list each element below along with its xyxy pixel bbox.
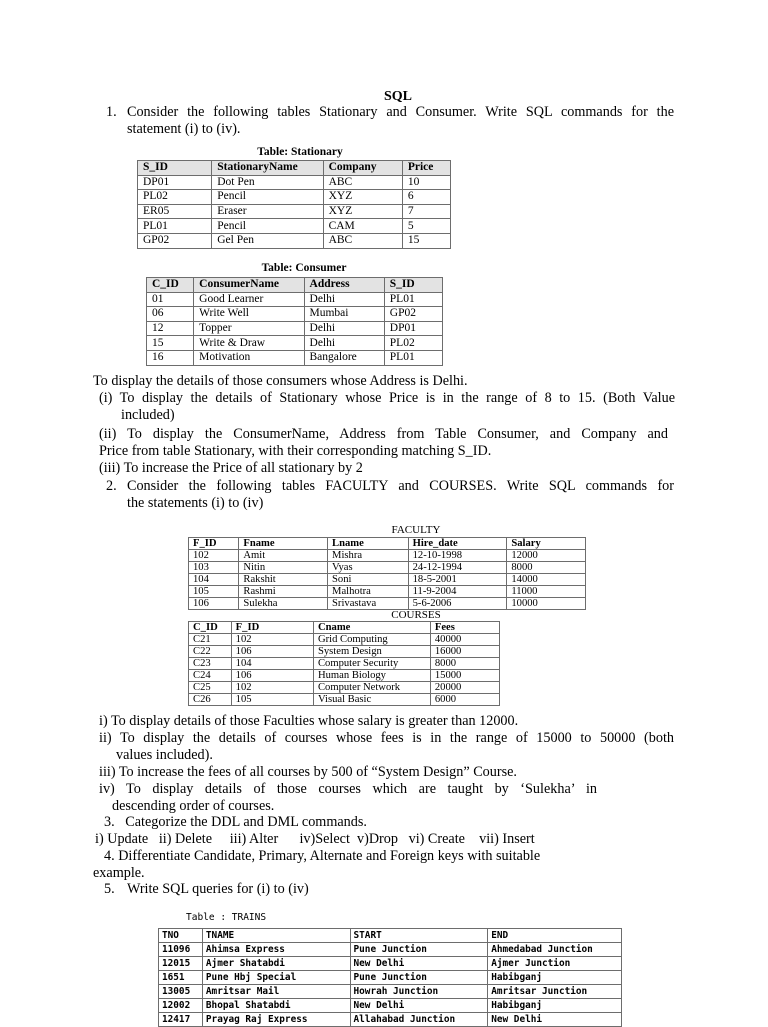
table-cell: 5: [402, 219, 450, 234]
q2-task-ii-line2: values included).: [116, 747, 213, 763]
table-cell: 104: [189, 574, 239, 586]
table-cell: C21: [189, 634, 232, 646]
table-cell: DP01: [384, 321, 442, 336]
table-cell: Bangalore: [304, 350, 384, 365]
table-cell: Nitin: [239, 562, 328, 574]
table-cell: PL01: [384, 292, 442, 307]
q1-task-i-line2: included): [121, 407, 175, 423]
table-cell: C24: [189, 670, 232, 682]
table-cell: C23: [189, 658, 232, 670]
q5-line: Write SQL queries for (i) to (iv): [127, 881, 309, 897]
table-cell: Rakshit: [239, 574, 328, 586]
table-cell: XYZ: [323, 190, 402, 205]
table-cell: 8000: [507, 562, 586, 574]
table-cell: Eraser: [212, 204, 323, 219]
q1-task-intro: To display the details of those consumers whose Address is Delhi.: [93, 373, 468, 389]
table-cell: Pencil: [212, 219, 323, 234]
q1-task-iii: (iii) To increase the Price of all stationary by 2: [99, 460, 363, 476]
q1-task-ii-line2: Price from table Stationary, with their corresponding matching S_ID.: [99, 443, 492, 459]
table-cell: Write & Draw: [194, 336, 304, 351]
q1-task-i-line1: (i) To display the details of Stationary whose Price is in the range of 8 to 15. (Both Value: [99, 390, 675, 406]
column-header: Address: [304, 278, 384, 293]
table-row: [189, 670, 500, 682]
table-cell: Ajmer Shatabdi: [202, 957, 350, 971]
column-header: C_ID: [189, 622, 232, 634]
table-row: [159, 999, 622, 1013]
table-cell: 104: [231, 658, 313, 670]
table-cell: 10000: [507, 598, 586, 610]
table-cell: 10: [402, 175, 450, 190]
table-cell: GP02: [138, 233, 212, 248]
table-row: [147, 321, 443, 336]
courses-table: [188, 621, 500, 706]
table-cell: Habibganj: [488, 999, 622, 1013]
column-header: Lname: [328, 538, 409, 550]
table-cell: 106: [189, 598, 239, 610]
table-cell: Habibganj: [488, 971, 622, 985]
table-cell: 18-5-2001: [408, 574, 507, 586]
table-row: [138, 219, 451, 234]
q3-options: i) Update ii) Delete iii) Alter iv)Select v)Drop vi) Create vii) Insert: [95, 831, 535, 847]
column-header: Hire_date: [408, 538, 507, 550]
table-row: [147, 307, 443, 322]
table-cell: PL02: [384, 336, 442, 351]
table-header-row: [159, 929, 622, 943]
table-cell: 13005: [159, 985, 203, 999]
table-cell: 106: [231, 670, 313, 682]
q1-task-ii-line1: (ii) To display the ConsumerName, Address from Table Consumer, and Company and: [99, 426, 668, 442]
table-cell: New Delhi: [350, 999, 488, 1013]
table-cell: 01: [147, 292, 194, 307]
q2-task-iv-line1: iv) To display details of those courses which are taught by ‘Sulekha’ in: [99, 781, 597, 797]
consumer-table: [146, 277, 443, 366]
column-header: Fname: [239, 538, 328, 550]
trains-caption: Table : TRAINS: [186, 912, 267, 923]
table-cell: 20000: [430, 682, 499, 694]
page-title: SQL: [384, 89, 413, 104]
q2-line1: Consider the following tables FACULTY and COURSES. Write SQL commands for: [127, 478, 674, 494]
column-header: Fees: [430, 622, 499, 634]
table-cell: ABC: [323, 175, 402, 190]
table-cell: 12-10-1998: [408, 550, 507, 562]
faculty-caption: FACULTY: [391, 524, 441, 536]
courses-caption: COURSES: [391, 609, 441, 621]
table-cell: PL01: [384, 350, 442, 365]
table-cell: Dot Pen: [212, 175, 323, 190]
column-header: C_ID: [147, 278, 194, 293]
table-header-row: [147, 278, 443, 293]
q2-line2: the statements (i) to (iv): [127, 495, 264, 511]
table-cell: 16000: [430, 646, 499, 658]
table-cell: 103: [189, 562, 239, 574]
q1-line1: Consider the following tables Stationary and Consumer. Write SQL commands for the: [127, 104, 674, 120]
column-header: TNO: [159, 929, 203, 943]
q1-number: 1.: [106, 104, 117, 120]
column-header: Company: [323, 161, 402, 176]
table-row: [147, 336, 443, 351]
table-cell: Delhi: [304, 321, 384, 336]
table-cell: Bhopal Shatabdi: [202, 999, 350, 1013]
table-cell: Gel Pen: [212, 233, 323, 248]
column-header: S_ID: [138, 161, 212, 176]
table-cell: Amit: [239, 550, 328, 562]
table-header-row: [189, 622, 500, 634]
table-cell: 6: [402, 190, 450, 205]
table-row: [189, 550, 586, 562]
column-header: S_ID: [384, 278, 442, 293]
table-cell: ER05: [138, 204, 212, 219]
table-cell: Allahabad Junction: [350, 1013, 488, 1027]
table-cell: GP02: [384, 307, 442, 322]
table-cell: 6000: [430, 694, 499, 706]
table-cell: Pune Junction: [350, 971, 488, 985]
stationary-table: [137, 160, 451, 249]
table-cell: 8000: [430, 658, 499, 670]
table-cell: 12417: [159, 1013, 203, 1027]
table-row: [138, 233, 451, 248]
table-cell: PL01: [138, 219, 212, 234]
q4-line1: 4. Differentiate Candidate, Primary, Alternate and Foreign keys with suitable: [104, 848, 541, 864]
table-cell: 1651: [159, 971, 203, 985]
table-row: [159, 957, 622, 971]
table-cell: Computer Network: [313, 682, 430, 694]
table-row: [189, 562, 586, 574]
table-row: [159, 1013, 622, 1027]
table-cell: 106: [231, 646, 313, 658]
table-cell: CAM: [323, 219, 402, 234]
table-cell: Vyas: [328, 562, 409, 574]
table-row: [189, 694, 500, 706]
table-cell: 105: [189, 586, 239, 598]
table-row: [147, 350, 443, 365]
column-header: F_ID: [189, 538, 239, 550]
table-cell: Motivation: [194, 350, 304, 365]
table-cell: New Delhi: [488, 1013, 622, 1027]
q5-number: 5.: [104, 881, 115, 897]
table-row: [159, 985, 622, 999]
q2-task-ii-line1: ii) To display the details of courses whose fees is in the range of 15000 to 50000 (both: [99, 730, 674, 746]
table-row: [159, 943, 622, 957]
column-header: END: [488, 929, 622, 943]
table-cell: Amritsar Mail: [202, 985, 350, 999]
table-cell: 14000: [507, 574, 586, 586]
table-cell: 15: [402, 233, 450, 248]
table-cell: DP01: [138, 175, 212, 190]
table-cell: C25: [189, 682, 232, 694]
table-cell: 12: [147, 321, 194, 336]
table-cell: 06: [147, 307, 194, 322]
table-cell: Pune Hbj Special: [202, 971, 350, 985]
table-cell: Grid Computing: [313, 634, 430, 646]
column-header: Cname: [313, 622, 430, 634]
table-row: [189, 598, 586, 610]
table-row: [189, 646, 500, 658]
table-row: [147, 292, 443, 307]
table-cell: Howrah Junction: [350, 985, 488, 999]
table-cell: Topper: [194, 321, 304, 336]
table-row: [138, 204, 451, 219]
table-cell: Amritsar Junction: [488, 985, 622, 999]
table-cell: 7: [402, 204, 450, 219]
table-cell: 12000: [507, 550, 586, 562]
table-cell: Ahmedabad Junction: [488, 943, 622, 957]
faculty-table: [188, 537, 586, 610]
q2-task-i: i) To display details of those Faculties whose salary is greater than 12000.: [99, 713, 519, 729]
table-cell: Srivastava: [328, 598, 409, 610]
column-header: F_ID: [231, 622, 313, 634]
column-header: TNAME: [202, 929, 350, 943]
table-cell: New Delhi: [350, 957, 488, 971]
table-cell: PL02: [138, 190, 212, 205]
table-cell: Pencil: [212, 190, 323, 205]
table-cell: Mishra: [328, 550, 409, 562]
q2-task-iii: iii) To increase the fees of all courses by 500 of “System Design” Course.: [99, 764, 517, 780]
table-cell: Write Well: [194, 307, 304, 322]
table-cell: 102: [231, 682, 313, 694]
table-row: [189, 574, 586, 586]
table-cell: 11000: [507, 586, 586, 598]
table-row: [189, 658, 500, 670]
table-cell: Human Biology: [313, 670, 430, 682]
table-row: [159, 971, 622, 985]
table-cell: 12015: [159, 957, 203, 971]
trains-table: [158, 928, 622, 1027]
table-cell: System Design: [313, 646, 430, 658]
table-cell: Delhi: [304, 292, 384, 307]
table-cell: Prayag Raj Express: [202, 1013, 350, 1027]
table-cell: Ajmer Junction: [488, 957, 622, 971]
table-cell: Delhi: [304, 336, 384, 351]
table-cell: ABC: [323, 233, 402, 248]
table-row: [189, 682, 500, 694]
table-cell: 40000: [430, 634, 499, 646]
stationary-caption: Table: Stationary: [257, 146, 343, 158]
table-cell: 105: [231, 694, 313, 706]
table-header-row: [138, 161, 451, 176]
table-cell: Visual Basic: [313, 694, 430, 706]
table-row: [138, 190, 451, 205]
table-cell: Soni: [328, 574, 409, 586]
column-header: ConsumerName: [194, 278, 304, 293]
table-cell: 11-9-2004: [408, 586, 507, 598]
table-cell: 15: [147, 336, 194, 351]
table-cell: Pune Junction: [350, 943, 488, 957]
table-row: [138, 175, 451, 190]
table-cell: Ahimsa Express: [202, 943, 350, 957]
table-cell: 12002: [159, 999, 203, 1013]
table-cell: Sulekha: [239, 598, 328, 610]
table-cell: Rashmi: [239, 586, 328, 598]
table-cell: 15000: [430, 670, 499, 682]
column-header: StationaryName: [212, 161, 323, 176]
q3-line: 3. Categorize the DDL and DML commands.: [104, 814, 367, 830]
q2-task-iv-line2: descending order of courses.: [112, 798, 275, 814]
table-row: [189, 586, 586, 598]
table-cell: Computer Security: [313, 658, 430, 670]
q2-number: 2.: [106, 478, 117, 494]
table-cell: C22: [189, 646, 232, 658]
consumer-caption: Table: Consumer: [261, 262, 347, 274]
table-cell: Mumbai: [304, 307, 384, 322]
table-cell: C26: [189, 694, 232, 706]
table-cell: XYZ: [323, 204, 402, 219]
column-header: Price: [402, 161, 450, 176]
table-cell: 16: [147, 350, 194, 365]
table-cell: 24-12-1994: [408, 562, 507, 574]
table-cell: 11096: [159, 943, 203, 957]
q4-line2: example.: [93, 865, 145, 881]
table-cell: Malhotra: [328, 586, 409, 598]
table-header-row: [189, 538, 586, 550]
table-cell: 102: [231, 634, 313, 646]
table-row: [189, 634, 500, 646]
q1-line2: statement (i) to (iv).: [127, 121, 241, 137]
column-header: START: [350, 929, 488, 943]
column-header: Salary: [507, 538, 586, 550]
table-cell: Good Learner: [194, 292, 304, 307]
table-cell: 102: [189, 550, 239, 562]
table-cell: 5-6-2006: [408, 598, 507, 610]
